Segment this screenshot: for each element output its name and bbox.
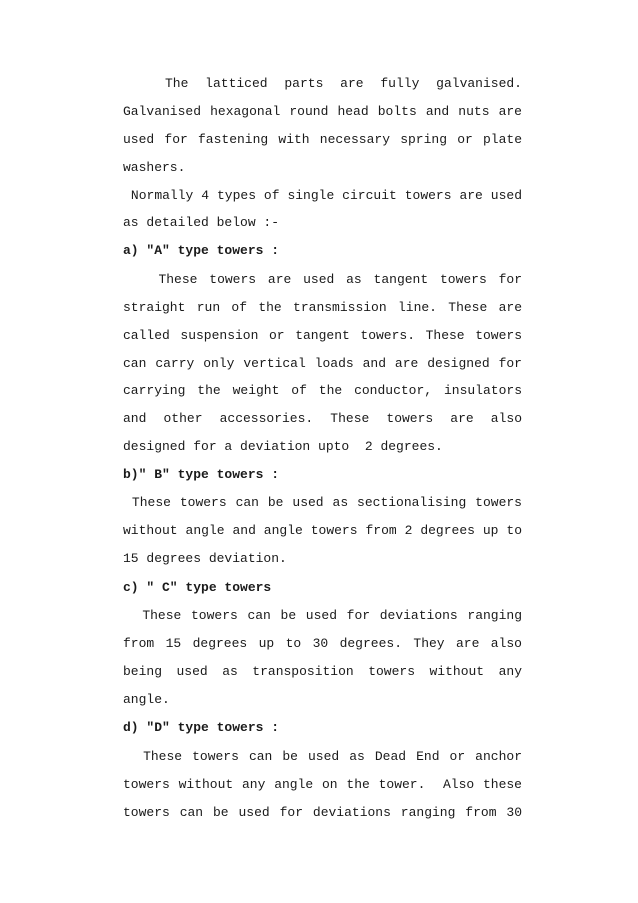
paragraph-line: Galvanised hexagonal round head bolts and nuts are <box>123 104 522 119</box>
paragraph-line: towers without any angle on the tower. Also these <box>123 777 522 792</box>
paragraph-line: These towers are used as tangent towers for <box>123 272 522 287</box>
paragraph-line: These towers can be used as sectionalising towers <box>123 495 522 510</box>
paragraph-line: These towers can be used for deviations ranging <box>123 608 522 623</box>
section-heading-type-a: a) "A" type towers : <box>123 243 280 258</box>
section-heading-type-d: d) "D" type towers : <box>123 720 280 735</box>
paragraph-line: Normally 4 types of single circuit towers are used <box>123 188 522 203</box>
paragraph-line: These towers can be used as Dead End or anchor <box>123 749 522 764</box>
paragraph-line: 15 degrees deviation. <box>123 551 287 566</box>
paragraph-line: without angle and angle towers from 2 degrees up to <box>123 523 522 538</box>
paragraph-line: The latticed parts are fully galvanised. <box>123 76 522 91</box>
paragraph-line: angle. <box>123 692 170 707</box>
paragraph-line: from 15 degrees up to 30 degrees. They are also <box>123 636 522 651</box>
paragraph-line: designed for a deviation upto 2 degrees. <box>123 439 443 454</box>
paragraph-line: as detailed below :- <box>123 215 280 230</box>
paragraph-line: being used as transposition towers without any <box>123 664 522 679</box>
paragraph-line: and other accessories. These towers are also <box>123 411 522 426</box>
paragraph-line: can carry only vertical loads and are designed for <box>123 356 522 371</box>
section-heading-type-b: b)" B" type towers : <box>123 467 280 482</box>
paragraph-line: carrying the weight of the conductor, insulators <box>123 383 522 398</box>
paragraph-line: straight run of the transmission line. These are <box>123 300 522 315</box>
section-heading-type-c: c) " C" type towers <box>123 580 272 595</box>
paragraph-line: washers. <box>123 160 186 175</box>
paragraph-line: used for fastening with necessary spring or plate <box>123 132 522 147</box>
paragraph-line: called suspension or tangent towers. These towers <box>123 328 522 343</box>
paragraph-line: towers can be used for deviations ranging from 30 <box>123 805 522 820</box>
